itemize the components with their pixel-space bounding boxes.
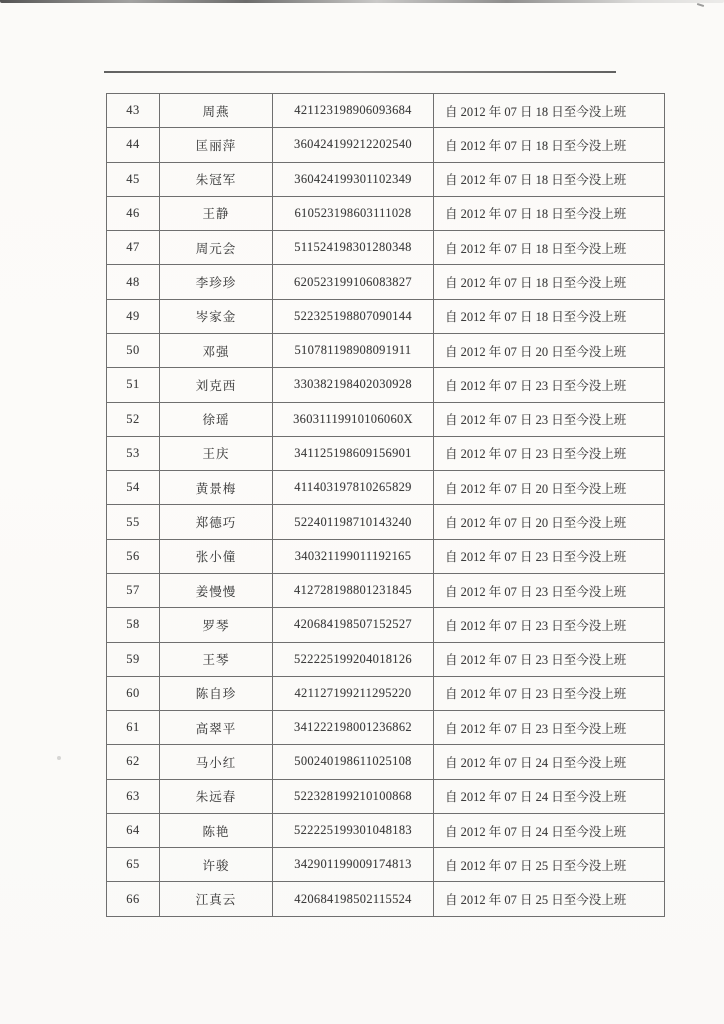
table-row <box>107 882 665 917</box>
row-number-cell: 55 <box>107 505 160 539</box>
attendance-table <box>106 93 665 917</box>
employee-name-cell: 陈自珍 <box>160 676 273 710</box>
employee-name-cell: 高翠平 <box>160 711 273 745</box>
absence-status-cell: 自 2012 年 07 日 25 日至今没上班 <box>434 848 665 882</box>
table-row <box>107 333 665 367</box>
employee-name-cell: 邓强 <box>160 333 273 367</box>
top-scan-edge-artifact <box>0 0 724 3</box>
absence-status-cell: 自 2012 年 07 日 24 日至今没上班 <box>434 745 665 779</box>
employee-name-cell: 徐瑶 <box>160 402 273 436</box>
absence-status-cell: 自 2012 年 07 日 20 日至今没上班 <box>434 333 665 367</box>
id-number-cell: 421123198906093684 <box>273 94 434 128</box>
row-number-cell: 66 <box>107 882 160 917</box>
row-number-cell: 56 <box>107 539 160 573</box>
absence-status-cell: 自 2012 年 07 日 18 日至今没上班 <box>434 162 665 196</box>
employee-name-cell: 江真云 <box>160 882 273 917</box>
absence-status-cell: 自 2012 年 07 日 18 日至今没上班 <box>434 231 665 265</box>
employee-name-cell: 王庆 <box>160 436 273 470</box>
row-number-cell: 53 <box>107 436 160 470</box>
employee-name-cell: 罗琴 <box>160 608 273 642</box>
row-number-cell: 52 <box>107 402 160 436</box>
absence-status-cell: 自 2012 年 07 日 24 日至今没上班 <box>434 813 665 847</box>
scan-speck-artifact <box>57 756 61 760</box>
absence-status-cell: 自 2012 年 07 日 23 日至今没上班 <box>434 642 665 676</box>
id-number-cell: 340321199011192165 <box>273 539 434 573</box>
row-number-cell: 49 <box>107 299 160 333</box>
header-rule <box>104 71 616 73</box>
id-number-cell: 412728198801231845 <box>273 573 434 607</box>
row-number-cell: 46 <box>107 196 160 230</box>
absence-status-cell: 自 2012 年 07 日 25 日至今没上班 <box>434 882 665 917</box>
row-number-cell: 58 <box>107 608 160 642</box>
table-row <box>107 128 665 162</box>
absence-status-cell: 自 2012 年 07 日 23 日至今没上班 <box>434 573 665 607</box>
table-row <box>107 711 665 745</box>
id-number-cell: 330382198402030928 <box>273 368 434 402</box>
employee-name-cell: 朱冠军 <box>160 162 273 196</box>
row-number-cell: 51 <box>107 368 160 402</box>
row-number-cell: 43 <box>107 94 160 128</box>
id-number-cell: 522325198807090144 <box>273 299 434 333</box>
absence-status-cell: 自 2012 年 07 日 18 日至今没上班 <box>434 94 665 128</box>
id-number-cell: 341125198609156901 <box>273 436 434 470</box>
employee-name-cell: 王琴 <box>160 642 273 676</box>
employee-name-cell: 岑家金 <box>160 299 273 333</box>
row-number-cell: 57 <box>107 573 160 607</box>
row-number-cell: 44 <box>107 128 160 162</box>
employee-name-cell: 刘克西 <box>160 368 273 402</box>
table-row <box>107 368 665 402</box>
row-number-cell: 48 <box>107 265 160 299</box>
employee-name-cell: 郑德巧 <box>160 505 273 539</box>
employee-name-cell: 匡丽萍 <box>160 128 273 162</box>
table-row <box>107 402 665 436</box>
id-number-cell: 522225199204018126 <box>273 642 434 676</box>
employee-name-cell: 马小红 <box>160 745 273 779</box>
row-number-cell: 50 <box>107 333 160 367</box>
scan-tick-artifact <box>697 3 704 7</box>
table-row <box>107 539 665 573</box>
id-number-cell: 522225199301048183 <box>273 813 434 847</box>
employee-name-cell: 周燕 <box>160 94 273 128</box>
employee-name-cell: 许骏 <box>160 848 273 882</box>
id-number-cell: 36031119910106060X <box>273 402 434 436</box>
employee-name-cell: 王静 <box>160 196 273 230</box>
id-number-cell: 500240198611025108 <box>273 745 434 779</box>
id-number-cell: 420684198502115524 <box>273 882 434 917</box>
id-number-cell: 360424199301102349 <box>273 162 434 196</box>
id-number-cell: 360424199212202540 <box>273 128 434 162</box>
absence-status-cell: 自 2012 年 07 日 24 日至今没上班 <box>434 779 665 813</box>
table-row <box>107 436 665 470</box>
table-row <box>107 231 665 265</box>
table-row <box>107 848 665 882</box>
employee-name-cell: 陈艳 <box>160 813 273 847</box>
id-number-cell: 421127199211295220 <box>273 676 434 710</box>
absence-status-cell: 自 2012 年 07 日 23 日至今没上班 <box>434 676 665 710</box>
table-row <box>107 265 665 299</box>
row-number-cell: 62 <box>107 745 160 779</box>
table-row <box>107 471 665 505</box>
employee-name-cell: 周元会 <box>160 231 273 265</box>
table-row <box>107 299 665 333</box>
absence-status-cell: 自 2012 年 07 日 23 日至今没上班 <box>434 539 665 573</box>
employee-name-cell: 姜慢慢 <box>160 573 273 607</box>
table-row <box>107 745 665 779</box>
table-row <box>107 162 665 196</box>
id-number-cell: 341222198001236862 <box>273 711 434 745</box>
table-row <box>107 608 665 642</box>
id-number-cell: 522401198710143240 <box>273 505 434 539</box>
absence-status-cell: 自 2012 年 07 日 23 日至今没上班 <box>434 368 665 402</box>
absence-status-cell: 自 2012 年 07 日 23 日至今没上班 <box>434 402 665 436</box>
absence-status-cell: 自 2012 年 07 日 23 日至今没上班 <box>434 711 665 745</box>
id-number-cell: 411403197810265829 <box>273 471 434 505</box>
employee-name-cell: 张小僮 <box>160 539 273 573</box>
table-row <box>107 779 665 813</box>
employee-name-cell: 李珍珍 <box>160 265 273 299</box>
absence-status-cell: 自 2012 年 07 日 18 日至今没上班 <box>434 299 665 333</box>
absence-status-cell: 自 2012 年 07 日 18 日至今没上班 <box>434 128 665 162</box>
table-row <box>107 676 665 710</box>
absence-status-cell: 自 2012 年 07 日 23 日至今没上班 <box>434 436 665 470</box>
table-row <box>107 642 665 676</box>
row-number-cell: 47 <box>107 231 160 265</box>
id-number-cell: 342901199009174813 <box>273 848 434 882</box>
attendance-table-body <box>107 94 665 917</box>
row-number-cell: 59 <box>107 642 160 676</box>
id-number-cell: 511524198301280348 <box>273 231 434 265</box>
employee-name-cell: 黄景梅 <box>160 471 273 505</box>
row-number-cell: 45 <box>107 162 160 196</box>
employee-name-cell: 朱远春 <box>160 779 273 813</box>
id-number-cell: 522328199210100868 <box>273 779 434 813</box>
row-number-cell: 65 <box>107 848 160 882</box>
row-number-cell: 54 <box>107 471 160 505</box>
row-number-cell: 61 <box>107 711 160 745</box>
row-number-cell: 64 <box>107 813 160 847</box>
id-number-cell: 610523198603111028 <box>273 196 434 230</box>
absence-status-cell: 自 2012 年 07 日 18 日至今没上班 <box>434 265 665 299</box>
absence-status-cell: 自 2012 年 07 日 20 日至今没上班 <box>434 471 665 505</box>
table-row <box>107 196 665 230</box>
absence-status-cell: 自 2012 年 07 日 18 日至今没上班 <box>434 196 665 230</box>
table-row <box>107 94 665 128</box>
id-number-cell: 510781198908091911 <box>273 333 434 367</box>
id-number-cell: 620523199106083827 <box>273 265 434 299</box>
id-number-cell: 420684198507152527 <box>273 608 434 642</box>
row-number-cell: 63 <box>107 779 160 813</box>
table-row <box>107 813 665 847</box>
table-row <box>107 505 665 539</box>
row-number-cell: 60 <box>107 676 160 710</box>
absence-status-cell: 自 2012 年 07 日 23 日至今没上班 <box>434 608 665 642</box>
table-row <box>107 573 665 607</box>
absence-status-cell: 自 2012 年 07 日 20 日至今没上班 <box>434 505 665 539</box>
